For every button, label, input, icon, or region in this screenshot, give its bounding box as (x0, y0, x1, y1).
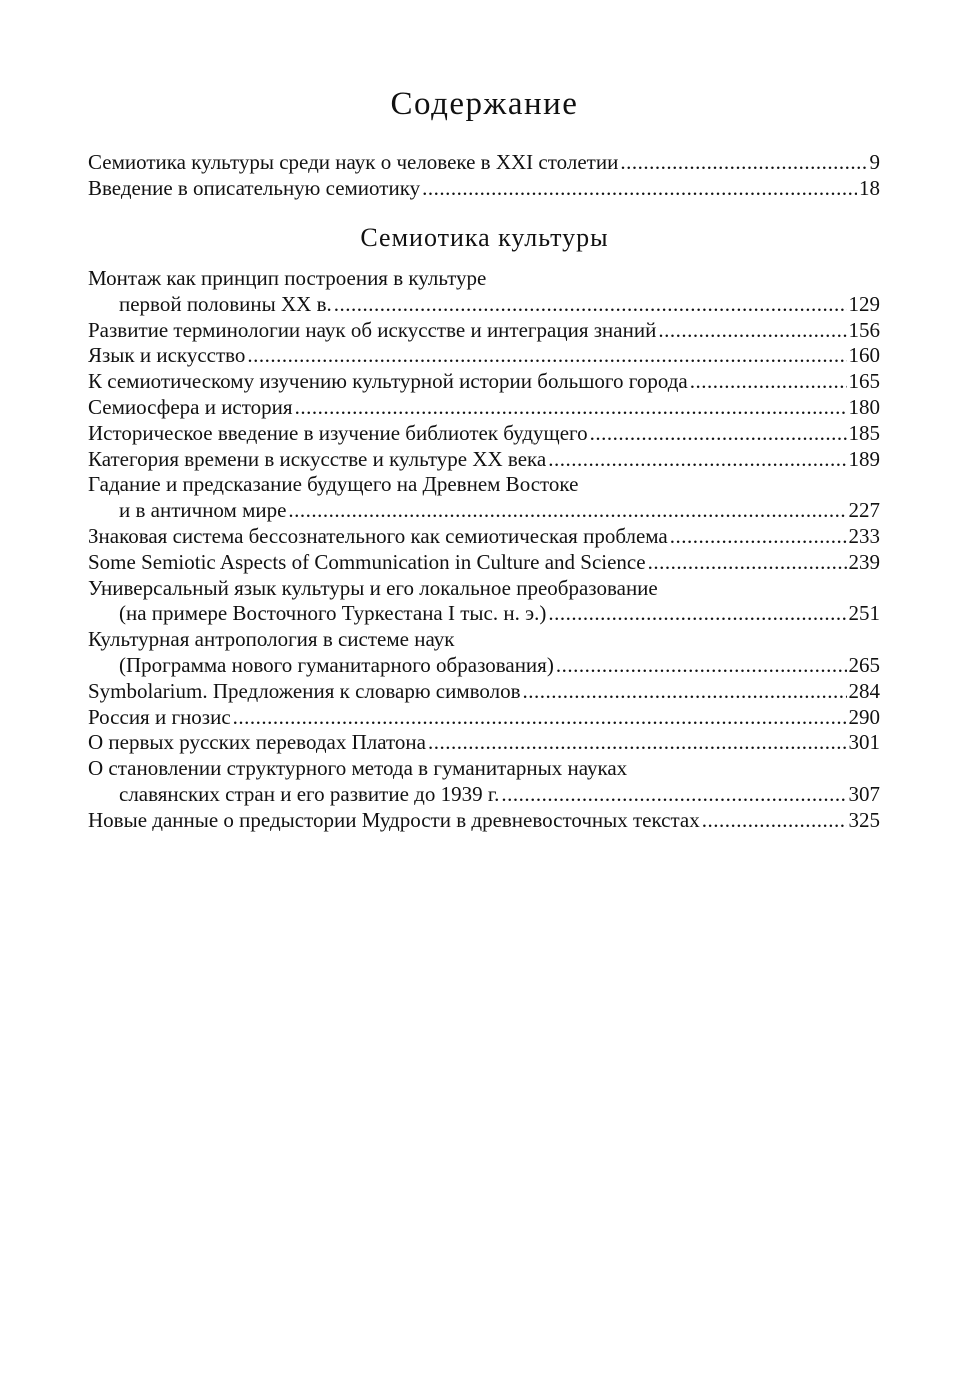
toc-entry-page: 307 (848, 781, 880, 806)
toc-entry[interactable] (88, 472, 880, 524)
toc-entry-title: Гадание и предсказание будущего на Древнем Востоке (88, 472, 579, 497)
toc-entry[interactable] (88, 730, 880, 756)
toc-entry[interactable] (88, 447, 880, 473)
toc-entry-page: 165 (848, 369, 880, 394)
toc-entry-page: 251 (848, 601, 880, 626)
toc-entry-page: 233 (848, 523, 880, 548)
dot-leader (670, 524, 847, 550)
toc-entry[interactable] (88, 576, 880, 628)
toc-entry[interactable] (88, 705, 880, 731)
toc-entry-title: Россия и гнозис (88, 704, 231, 729)
toc-entry[interactable] (88, 679, 880, 705)
toc-entry-title: Развитие терминологии наук об искусстве и интеграция знаний (88, 317, 657, 342)
toc-entry[interactable] (88, 421, 880, 447)
toc-entry-title: Монтаж как принцип построения в культуре (88, 266, 487, 290)
dot-leader (620, 150, 867, 176)
dot-leader (422, 176, 857, 202)
dot-leader (548, 447, 846, 473)
dot-leader (247, 343, 846, 369)
toc-entry-title: Знаковая система бессознательного как семиотическая проблема (88, 523, 668, 548)
toc-entry-title: Новые данные о предыстории Мудрости в древневосточных текстах (88, 807, 700, 832)
toc-entry-title-continued: (Программа нового гуманитарного образования) (119, 652, 554, 677)
dot-leader (428, 730, 847, 756)
toc-entry-page: 227 (848, 498, 880, 523)
dot-leader (548, 601, 846, 627)
toc-entry[interactable] (88, 524, 880, 550)
dot-leader (523, 679, 847, 705)
toc-entry[interactable] (88, 369, 880, 395)
toc-entry-page: 301 (848, 730, 880, 755)
dot-leader (702, 808, 847, 834)
dot-leader (295, 395, 847, 421)
toc-entry[interactable] (88, 318, 880, 344)
toc-entry-page: 290 (848, 704, 880, 729)
toc-entry[interactable] (88, 756, 880, 808)
toc-entry-title: О становлении структурного метода в гуманитарных науках (88, 756, 628, 781)
toc-entry-title: Семиосфера и история (88, 394, 293, 419)
toc-entry[interactable] (88, 627, 880, 679)
toc-intro-list (88, 150, 880, 202)
toc-entry-page: 325 (848, 807, 880, 832)
toc-entry-title: О первых русских переводах Платона (88, 730, 426, 755)
toc-entry-page: 265 (848, 652, 880, 677)
toc-entry-page: 180 (848, 394, 880, 419)
dot-leader (233, 705, 847, 731)
section-title: Семиотика культуры (360, 223, 609, 252)
dot-leader (334, 292, 847, 318)
toc-entry-page: 189 (848, 446, 880, 471)
toc-entry-page: 185 (848, 420, 880, 445)
toc-entry[interactable] (88, 343, 880, 369)
toc-entry-title: Введение в описательную семиотику (88, 175, 421, 200)
toc-entry[interactable] (88, 150, 880, 176)
toc-entry[interactable] (88, 550, 880, 576)
toc-entry-title: Универсальный язык культуры и его локальное преобразование (88, 575, 658, 600)
toc-entry-title: Категория времени в искусстве и культуре XX века (88, 446, 547, 471)
toc-entry-page: 239 (848, 549, 880, 574)
page-title: Содержание (390, 86, 579, 122)
dot-leader (501, 782, 846, 808)
toc-main-list (88, 266, 880, 834)
toc-entry[interactable] (88, 395, 880, 421)
toc-entry-page: 129 (848, 291, 880, 316)
dot-leader (556, 653, 847, 679)
toc-entry-title: Культурная антропология в системе наук (88, 627, 455, 652)
toc-entry[interactable] (88, 808, 880, 834)
toc-entry-page: 284 (848, 678, 880, 703)
dot-leader (658, 318, 846, 344)
toc-entry-page: 9 (869, 150, 880, 174)
dot-leader (690, 369, 847, 395)
toc-entry-title-continued: славянских стран и его развитие до 1939 г. (119, 781, 500, 806)
toc-entry-title: Some Semiotic Aspects of Communication in Culture and Science (88, 549, 646, 574)
dot-leader (288, 498, 846, 524)
toc-entry-title: Язык и искусство (88, 343, 246, 368)
toc-entry-page: 156 (848, 317, 880, 342)
toc-entry-page: 18 (859, 175, 880, 200)
toc-entry[interactable] (88, 176, 880, 202)
toc-entry-page: 160 (848, 343, 880, 368)
toc-entry-title: К семиотическому изучению культурной истории большого города (88, 369, 688, 394)
dot-leader (648, 550, 847, 576)
toc-entry-title: Историческое введение в изучение библиотек будущего (88, 420, 588, 445)
toc-entry-title-continued: первой половины XX в. (119, 291, 332, 316)
toc-entry-title: Семиотика культуры среди наук о человеке в XXI столетии (88, 150, 619, 174)
dot-leader (590, 421, 847, 447)
toc-entry-title-continued: (на примере Восточного Туркестана I тыс. н. э.) (119, 601, 547, 626)
toc-entry-title: Symbolarium. Предложения к словарю символов (88, 678, 521, 703)
toc-entry-title-continued: и в античном мире (119, 498, 287, 523)
toc-entry[interactable] (88, 266, 880, 318)
